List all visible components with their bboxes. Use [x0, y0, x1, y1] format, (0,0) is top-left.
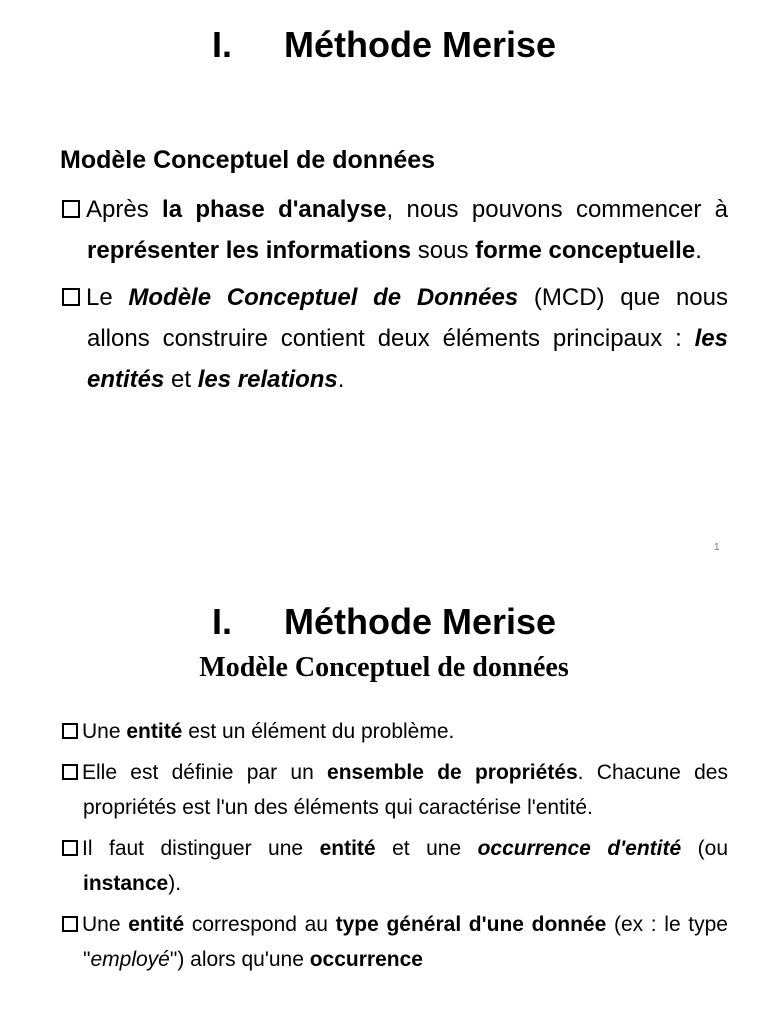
bullet-text: ") alors qu'une — [169, 948, 310, 971]
slide-title — [0, 20, 768, 70]
bullet-text: et — [164, 366, 198, 393]
bullet-text: et une — [375, 837, 478, 860]
bullet-bold-text: ensemble de propriétés — [327, 761, 578, 784]
bullet-bold-italic-text: les relations — [197, 366, 338, 393]
bullet-text: . Chacune des propriétés est l'un des éléments qui caractérise l'entité. — [83, 761, 728, 819]
title-number: I. — [211, 601, 232, 642]
bullet-text: sous — [411, 237, 476, 264]
bullet-item — [62, 189, 728, 271]
bullet-text: Le — [86, 284, 129, 311]
title-text: Méthode Merise — [283, 601, 557, 642]
bullet-item — [62, 714, 728, 749]
slide-heading: Modèle Conceptuel de données — [199, 652, 569, 683]
bullet-bold-italic-text: Modèle Conceptuel de Données — [128, 284, 519, 311]
checkbox-square-icon — [62, 723, 78, 739]
bullet-text: ). — [168, 872, 182, 895]
bullet-text: , nous pouvons commencer à — [386, 196, 728, 223]
bullet-bold-text: la phase d'analyse — [162, 196, 387, 223]
bullet-bold-text: instance — [83, 872, 169, 895]
bullet-item — [62, 907, 728, 977]
bullet-bold-text: occurrence — [309, 948, 423, 971]
checkbox-square-icon — [62, 764, 78, 780]
bullet-bold-italic-text: occurrence d'entité — [477, 837, 682, 860]
bullet-bold-text: type général d'une donnée — [335, 913, 607, 936]
bullet-item — [62, 831, 728, 901]
bullet-bold-text: entité — [128, 913, 185, 936]
slide-title — [0, 597, 768, 647]
title-text: Méthode Merise — [283, 24, 557, 65]
bullet-text: Une — [82, 913, 129, 936]
bullet-item — [62, 755, 728, 825]
bullet-text: (ou — [681, 837, 728, 860]
checkbox-square-icon — [62, 840, 78, 856]
bullet-bold-text: représenter les informations — [87, 237, 412, 264]
bullet-italic-text: employé — [90, 948, 170, 971]
slide-heading: Modèle Conceptuel de données — [60, 146, 436, 174]
bullet-list — [62, 714, 728, 983]
checkbox-square-icon — [62, 916, 78, 932]
bullet-text: (ex : le type " — [83, 913, 728, 971]
title-number: I. — [211, 24, 232, 65]
bullet-text: Une — [82, 720, 127, 743]
bullet-list — [62, 189, 728, 406]
bullet-text: . — [695, 237, 702, 264]
bullet-text: est un élément du problème. — [182, 720, 455, 743]
bullet-text: Après — [86, 196, 163, 223]
bullet-bold-text: entité — [126, 720, 183, 743]
bullet-bold-text: forme conceptuelle — [475, 237, 696, 264]
bullet-bold-italic-text: les entités — [87, 325, 728, 393]
checkbox-square-icon — [62, 288, 80, 306]
bullet-item — [62, 277, 728, 400]
bullet-bold-text: entité — [319, 837, 376, 860]
bullet-text: (MCD) que nous allons construire contient deux éléments principaux : — [87, 284, 728, 352]
bullet-text: Il faut distinguer une — [82, 837, 320, 860]
bullet-text: Elle est définie par un — [82, 761, 328, 784]
bullet-text: correspond au — [184, 913, 336, 936]
slide-number: 1 — [714, 542, 720, 553]
checkbox-square-icon — [62, 200, 80, 218]
bullet-text: . — [337, 366, 345, 393]
